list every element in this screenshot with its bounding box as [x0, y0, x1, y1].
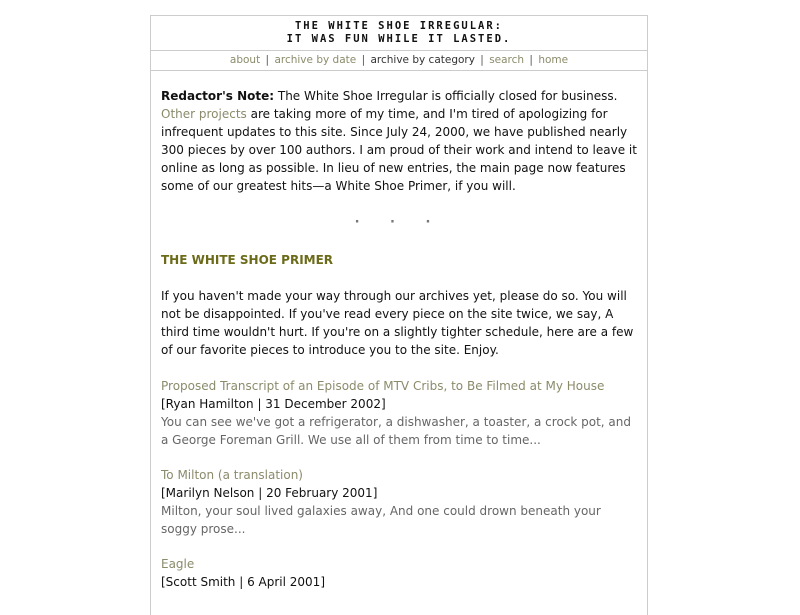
main-content: [151, 71, 647, 591]
nav-separator: |: [265, 54, 270, 66]
nav-bar: [151, 51, 647, 71]
list-item: [161, 555, 637, 591]
piece-list: [161, 377, 637, 591]
piece-excerpt: Milton, your soul lived galaxies away, And one could drown beneath your soggy prose...: [161, 504, 601, 536]
list-item: [161, 377, 637, 449]
piece-title-link[interactable]: To Milton (a translation): [161, 468, 303, 482]
other-projects-link[interactable]: Other projects: [161, 107, 247, 121]
list-item: [161, 466, 637, 538]
site-title: THE WHITE SHOE IRREGULAR:: [294, 20, 504, 32]
nav-link-archive-by-category[interactable]: archive by category: [370, 54, 475, 66]
nav-link-home[interactable]: home: [538, 54, 569, 66]
piece-byline: [Scott Smith | 6 April 2001]: [161, 575, 325, 589]
primer-title: THE WHITE SHOE PRIMER: [161, 253, 334, 267]
nav-link-search[interactable]: search: [489, 54, 525, 66]
nav-separator: |: [529, 54, 533, 66]
site-header: [151, 16, 647, 51]
piece-title-link[interactable]: Proposed Transcript of an Episode of MTV Cribs, to Be Filmed at My House: [161, 379, 605, 393]
section-divider: · · ·: [354, 215, 444, 230]
nav-link-archive-by-date[interactable]: archive by date: [274, 54, 357, 66]
primer-intro: If you haven't made your way through our archives yet, please do so. You will not be disappointed. If you've read every piece on the site twice, we say, A third time wouldn't hurt. If you're on a slightly tighter schedule, here are a few of our favorite pieces to introduce you to the site. Enjoy.: [161, 289, 634, 357]
nav-separator: |: [480, 54, 484, 66]
note-text-intro: The White Shoe Irregular is officially closed for business.: [274, 89, 618, 103]
note-text-body: are taking more of my time, and I'm tired of apologizing for infrequent updates to this site. Since July 24, 2000, we have published nearly 300 pieces by over 100 authors. I am proud of their work and intend to leave it online as long as possible. In lieu of new entries, the main page now features some of our greatest hits—a White Shoe Primer, if you will.: [161, 107, 637, 193]
redactor-note: [161, 87, 637, 195]
piece-excerpt: You can see we've got a refrigerator, a dishwasher, a toaster, a crock pot, and a George Foreman Grill. We use all of them from time to time...: [161, 415, 632, 447]
nav-link-about[interactable]: about: [229, 54, 261, 66]
piece-byline: [Marilyn Nelson | 20 February 2001]: [161, 486, 378, 500]
piece-title-link[interactable]: Eagle: [161, 557, 195, 571]
site-tagline: IT WAS FUN WHILE IT LASTED.: [286, 33, 512, 45]
piece-byline: [Ryan Hamilton | 31 December 2002]: [161, 397, 386, 411]
nav-separator: |: [361, 54, 366, 66]
page-frame: [150, 15, 648, 615]
note-label: Redactor's Note:: [161, 89, 275, 103]
